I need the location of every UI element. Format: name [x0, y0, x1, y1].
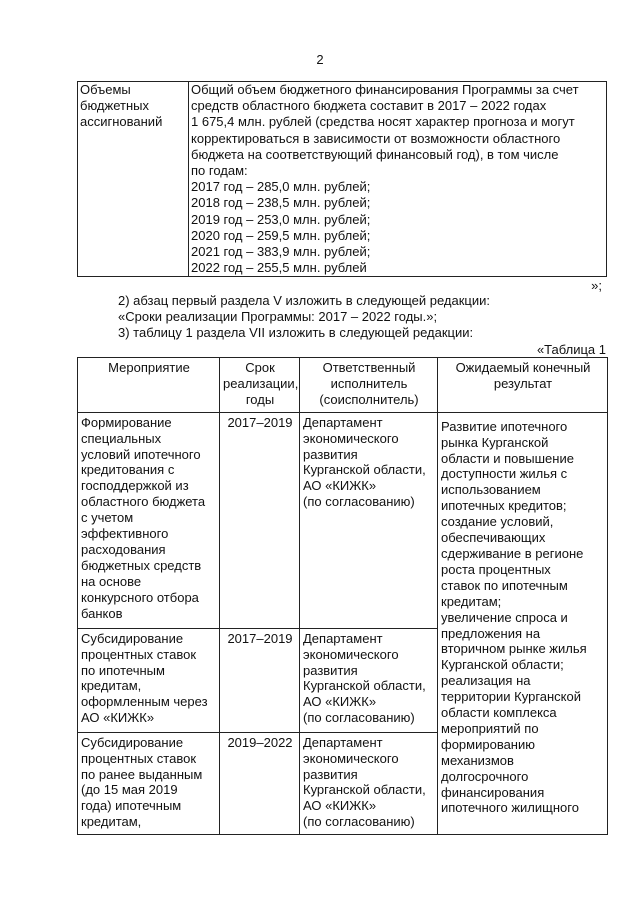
responsible-line: Курганской области,	[303, 782, 426, 798]
responsible-line: Департамент	[303, 734, 383, 750]
event-line: расходования	[81, 541, 166, 557]
responsible-cell	[300, 628, 438, 732]
result-line: создание условий,	[441, 514, 554, 530]
header-event	[78, 358, 220, 413]
result-line: долгосрочного	[441, 768, 529, 784]
responsible-line: экономического	[303, 430, 399, 446]
responsible-line: АО «КИЖК»	[303, 694, 377, 710]
responsible-line: Департамент	[303, 630, 383, 646]
result-line: увеличение спроса и	[441, 609, 568, 625]
paragraph-program-period: «Сроки реализации Программы: 2017 – 2022 годы.»;	[118, 309, 438, 324]
responsible-line: Курганской области,	[303, 462, 426, 478]
responsible-line: Курганской области,	[303, 678, 426, 694]
event-line: кредитам,	[81, 814, 142, 830]
result-line: обеспечивающих	[441, 530, 546, 546]
responsible-line: экономического	[303, 646, 399, 662]
event-cell	[78, 628, 220, 732]
header-period	[220, 358, 300, 413]
result-line: доступности жилья с	[441, 466, 568, 482]
header-line: исполнитель	[330, 375, 408, 391]
responsible-line: Департамент	[303, 414, 383, 430]
header-line: Ответственный	[322, 360, 416, 375]
period-cell: 2017–2019	[220, 628, 300, 732]
result-line: мероприятий по	[441, 720, 539, 736]
event-line: Формирование	[81, 414, 172, 430]
budget-label-line: Объемы	[80, 82, 131, 97]
header-responsible	[300, 358, 438, 413]
paragraph-table-1: 3) таблицу 1 раздела VII изложить в следующей редакции:	[118, 325, 474, 340]
event-line: процентных ставок	[81, 646, 197, 662]
result-line: финансирования	[441, 784, 545, 800]
event-line: кредитам,	[81, 678, 142, 694]
result-line: механизмов	[441, 752, 514, 768]
header-line: (соисполнитель)	[319, 391, 419, 407]
budget-content-line: корректироваться в зависимости от возможности областного	[191, 130, 561, 146]
responsible-line: (по согласованию)	[303, 494, 415, 510]
header-line: годы	[245, 391, 275, 407]
event-line: с учетом	[81, 510, 134, 526]
budget-content-line: 2020 год – 259,5 млн. рублей;	[191, 227, 371, 243]
event-cell	[78, 732, 220, 834]
table-header-row	[78, 358, 608, 413]
events-table	[77, 357, 608, 835]
result-line: Курганской области;	[441, 657, 564, 673]
header-line: Срок	[245, 360, 275, 375]
result-line: Развитие ипотечного	[441, 418, 568, 434]
header-line: реализации,	[223, 375, 299, 391]
responsible-line: АО «КИЖК»	[303, 798, 377, 814]
result-line: вторичном рынке жилья	[441, 641, 587, 657]
event-line: на основе	[81, 573, 142, 589]
result-line: реализация на	[441, 673, 531, 689]
result-line: ставок по ипотечным	[441, 577, 568, 593]
event-line: конкурсного отбора	[81, 589, 199, 605]
budget-content-line: средств областного бюджета составит в 2017 – 2022 годах	[191, 98, 547, 114]
budget-content-line: 2021 год – 383,9 млн. рублей;	[191, 244, 371, 260]
budget-content-cell	[189, 82, 607, 277]
budget-label-cell	[78, 82, 189, 277]
period-cell: 2019–2022	[220, 732, 300, 834]
closing-quote-mark: »;	[591, 278, 602, 293]
responsible-line: развития	[303, 662, 358, 678]
budget-content-line: 1 675,4 млн. рублей (средства носят характер прогноза и могут	[191, 114, 575, 130]
header-result	[438, 358, 608, 413]
budget-table	[77, 81, 607, 277]
responsible-line: развития	[303, 766, 358, 782]
event-line: Субсидирование	[81, 734, 184, 750]
event-line: процентных ставок	[81, 750, 197, 766]
header-line: результат	[493, 375, 553, 391]
result-line: формированию	[441, 736, 535, 752]
table-row	[78, 412, 608, 628]
event-line: эффективного	[81, 526, 169, 542]
result-line: территории Курганской	[441, 689, 582, 705]
budget-label-line: бюджетных	[80, 98, 149, 114]
budget-label-line: ассигнований	[80, 114, 163, 130]
result-line: ипотечных кредитов;	[441, 498, 567, 514]
result-line: роста процентных	[441, 561, 551, 577]
budget-content-line: 2018 год – 238,5 млн. рублей;	[191, 195, 371, 211]
event-line: по ипотечным	[81, 662, 165, 678]
responsible-cell	[300, 412, 438, 628]
result-line: предложения на	[441, 625, 541, 641]
event-line: АО «КИЖК»	[81, 710, 155, 726]
responsible-line: АО «КИЖК»	[303, 478, 377, 494]
event-line: специальных	[81, 430, 162, 446]
responsible-cell	[300, 732, 438, 834]
responsible-line: экономического	[303, 750, 399, 766]
event-line: по ранее выданным	[81, 766, 203, 782]
event-line: условий ипотечного	[81, 446, 201, 462]
result-line: области комплекса	[441, 705, 557, 721]
header-line: Ожидаемый конечный	[455, 360, 591, 375]
budget-content-line: 2017 год – 285,0 млн. рублей;	[191, 179, 371, 195]
result-line: рынка Курганской	[441, 434, 549, 450]
event-line: Субсидирование	[81, 630, 184, 646]
responsible-line: (по согласованию)	[303, 710, 415, 726]
paragraph-section-v: 2) абзац первый раздела V изложить в следующей редакции:	[118, 293, 490, 308]
table-caption: «Таблица 1	[536, 342, 606, 357]
header-line: Мероприятие	[108, 360, 190, 375]
result-line: кредитам;	[441, 593, 502, 609]
budget-content-line: по годам:	[191, 163, 248, 179]
result-line: использованием	[441, 482, 541, 498]
responsible-line: развития	[303, 446, 358, 462]
budget-content-line: Общий объем бюджетного финансирования Программы за счет	[191, 82, 579, 97]
event-line: года) ипотечным	[81, 798, 182, 814]
event-line: оформленным через	[81, 694, 208, 710]
responsible-line: (по согласованию)	[303, 814, 415, 830]
budget-content-line: 2019 год – 253,0 млн. рублей;	[191, 211, 371, 227]
budget-content-line: бюджета на соответствующий финансовый год), в том числе	[191, 146, 559, 162]
period-cell: 2017–2019	[220, 412, 300, 628]
event-line: (до 15 мая 2019	[81, 782, 178, 798]
event-line: банков	[81, 605, 123, 621]
result-line: области и повышение	[441, 450, 574, 466]
event-line: господдержкой из	[81, 478, 189, 494]
page-number: 2	[316, 52, 324, 67]
event-line: областного бюджета	[81, 494, 206, 510]
budget-content-line: 2022 год – 255,5 млн. рублей	[191, 260, 367, 276]
result-cell	[438, 412, 608, 834]
event-cell	[78, 412, 220, 628]
result-line: ипотечного жилищного	[441, 800, 579, 816]
event-line: бюджетных средств	[81, 557, 202, 573]
event-line: кредитования с	[81, 462, 175, 478]
result-line: сдерживание в регионе	[441, 545, 584, 561]
